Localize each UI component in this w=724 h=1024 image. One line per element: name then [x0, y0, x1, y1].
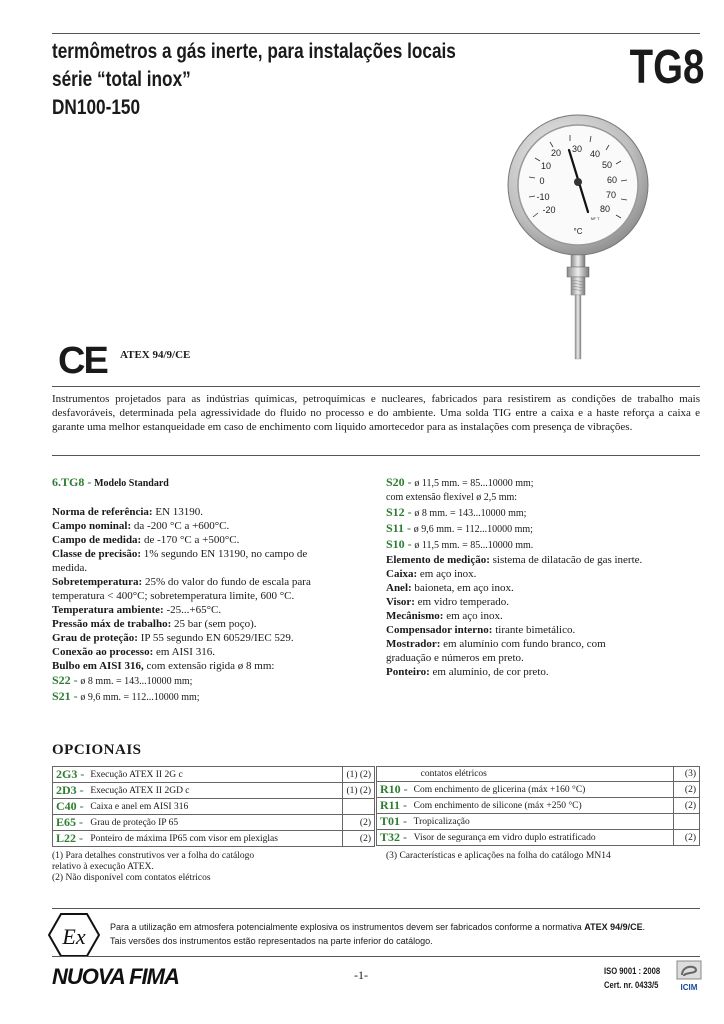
iso-certification: [604, 964, 660, 992]
footnote: (2) Não disponível com contatos elétricos: [52, 873, 211, 883]
spec-row: Compensador interno: tirante bimetálico.: [386, 624, 576, 636]
gauge-label: -20: [542, 205, 556, 215]
atex-label: ATEX 94/9/CE: [120, 349, 191, 361]
bulb-row: S21 - ø 9,6 mm. = 112...10000 mm;: [52, 689, 200, 703]
title-line-1: termômetros a gás inerte, para instalações locais: [52, 40, 456, 63]
gauge-label: 70: [605, 190, 617, 200]
model-code: 6.TG8 -: [52, 475, 92, 489]
gauge-label: 50: [601, 160, 613, 170]
spec-row: Caixa: em aço inox.: [386, 568, 477, 580]
intro-bottom-rule: [52, 455, 700, 456]
spec-row: Conexão ao processo: em AISI 316.: [52, 646, 215, 658]
bulb-row: S11 - ø 9,6 mm. = 112...10000 mm;: [386, 521, 533, 535]
atex-top-rule: [52, 908, 700, 909]
options-title: OPCIONAIS: [52, 742, 142, 758]
spec-row: Anel: baioneta, em aço inox.: [386, 582, 514, 594]
atex-bottom-rule: [52, 956, 700, 957]
title-line-2: série “total inox”: [52, 68, 191, 91]
atex-notice-line-2: Tais versões dos instrumentos estão representados na parte inferior do catálogo.: [110, 936, 433, 946]
ex-hexagon-icon: [48, 912, 100, 958]
page-number: -1-: [354, 968, 368, 982]
table-row: R11 - Com enchimento de silicone (máx +250 °C) (2): [377, 798, 700, 814]
model-label: Modelo Standard: [94, 478, 169, 489]
title-line-3: DN100-150: [52, 96, 141, 119]
spec-row: Ponteiro: em alumínio, de cor preto.: [386, 666, 549, 678]
table-row: E65 - Grau de proteção IP 65 (2): [53, 815, 375, 831]
table-row: 2D3 - Execução ATEX II 2GD c (1) (2): [53, 783, 375, 799]
spec-row: temperatura < 400°C; sobretemperatura limite, 600 °C.: [52, 590, 295, 602]
atex-notice: [110, 920, 645, 948]
atex-notice-line-1: Para a utilização em atmosfera potencialmente explosiva os instrumentos devem ser fabricados conforme a normativa ATEX 94/9/CE.: [110, 922, 646, 932]
spec-row: Mecânismo: em aço inox.: [386, 610, 503, 622]
gauge-label: 80: [599, 204, 611, 214]
gauge-label: 40: [589, 149, 601, 159]
spec-row: Grau de proteção: IP 55 segundo EN 60529/IEC 529.: [52, 632, 294, 644]
company-logo: NUOVA FIMA: [52, 964, 179, 989]
table-row: C40 - Caixa e anel em AISI 316: [53, 799, 375, 815]
icim-logo-icon: [676, 960, 702, 992]
gauge-label: 10: [540, 161, 552, 171]
footnote: (1) Para detalhes construtivos ver a folha do catálogo: [52, 851, 255, 861]
gauge-small-text: NF T: [590, 216, 600, 221]
gauge-label: 30: [571, 144, 583, 154]
bulb-row: S20 - ø 11,5 mm. = 85...10000 mm;: [386, 475, 534, 489]
gauge-label: -10: [536, 192, 550, 202]
table-row: L22 - Ponteiro de máxima IP65 com visor em plexiglas (2): [53, 831, 375, 847]
spec-row: Pressão máx de trabalho: 25 bar (sem poço).: [52, 618, 257, 630]
spec-row: medida.: [52, 562, 88, 574]
spec-row: Visor: em vidro temperado.: [386, 596, 510, 608]
table-row: T01 - Tropicalização: [377, 814, 700, 830]
gauge-unit: °C: [573, 227, 583, 236]
svg-text:Ex: Ex: [62, 924, 86, 949]
intro-top-rule: [52, 386, 700, 387]
spec-row: Sobretemperatura: 25% do valor do fundo de escala para: [52, 576, 311, 588]
footnote: relativo à execução ATEX.: [52, 862, 154, 872]
icim-text: ICIM: [680, 983, 698, 992]
spec-row: Mostrador: em alumínio com fundo branco, com: [386, 638, 606, 650]
table-row: R10 - Com enchimento de glicerina (máx +160 °C) (2): [377, 782, 700, 798]
flex-label: com extensão flexível ø 2,5 mm:: [386, 492, 518, 503]
product-code: TG8: [629, 41, 704, 94]
spec-row: Temperatura ambiente: -25...+65°C.: [52, 604, 222, 616]
spec-row: Bulbo em AISI 316, com extensão rigida ø 8 mm:: [52, 660, 275, 672]
table-row: contatos elétricos (3): [377, 767, 700, 782]
gauge-label: 60: [606, 175, 618, 185]
intro-paragraph: Instrumentos projetados para as indústrias químicas, petroquímicas e nucleares, fabricados para resistirem as condições de trabalho mais desfavoráveis, determinada pela agressividade do fluido no processo e do ambiente. Uma solda TIG entre a caixa e a haste reforça a caixa e garante uma melhor estanqueidade em caso de enchimento com liquido amortecedor para as instalações com presença de vibrações.: [52, 393, 700, 433]
spec-row: Norma de referência: EN 13190.: [52, 506, 204, 518]
ce-mark-icon: CE: [58, 340, 107, 382]
bulb-row: S12 - ø 8 mm. = 143...10000 mm;: [386, 505, 527, 519]
spec-row: Campo nominal: da -200 °C a +600°C.: [52, 520, 230, 532]
spec-row: graduação e números em preto.: [386, 652, 524, 664]
top-rule: [52, 33, 700, 34]
spec-row: Campo de medida: de -170 °C a +500°C.: [52, 534, 240, 546]
spec-row: Classe de precisão: 1% segundo EN 13190, no campo de: [52, 548, 308, 560]
table-row: 2G3 - Execução ATEX II 2G c (1) (2): [53, 767, 375, 783]
cert-number: Cert. nr. 0433/5: [604, 980, 659, 990]
footnote: (3) Características e aplicações na folha do catálogo MN14: [386, 851, 611, 861]
table-row: T32 - Visor de segurança em vidro duplo estratificado (2): [377, 830, 700, 846]
options-table-left: [52, 766, 375, 847]
specs-left-column: [52, 475, 372, 705]
options-table-right: [376, 766, 700, 846]
specs-right-column: [386, 475, 706, 679]
gauge-label: 20: [550, 148, 562, 158]
footnotes-left: [52, 851, 254, 884]
gauge-label: 0: [539, 176, 545, 186]
thermometer-image: [505, 112, 655, 362]
bulb-row: S22 - ø 8 mm. = 143...10000 mm;: [52, 673, 193, 687]
page-title: [52, 38, 456, 122]
footnotes-right: [386, 851, 611, 862]
iso-label: ISO 9001 : 2008: [604, 966, 661, 976]
model-heading: [52, 475, 372, 491]
spec-row: Elemento de medição: sistema de dilatacão de gas inerte.: [386, 554, 643, 566]
bulb-row: S10 - ø 11,5 mm. = 85...10000 mm.: [386, 537, 534, 551]
